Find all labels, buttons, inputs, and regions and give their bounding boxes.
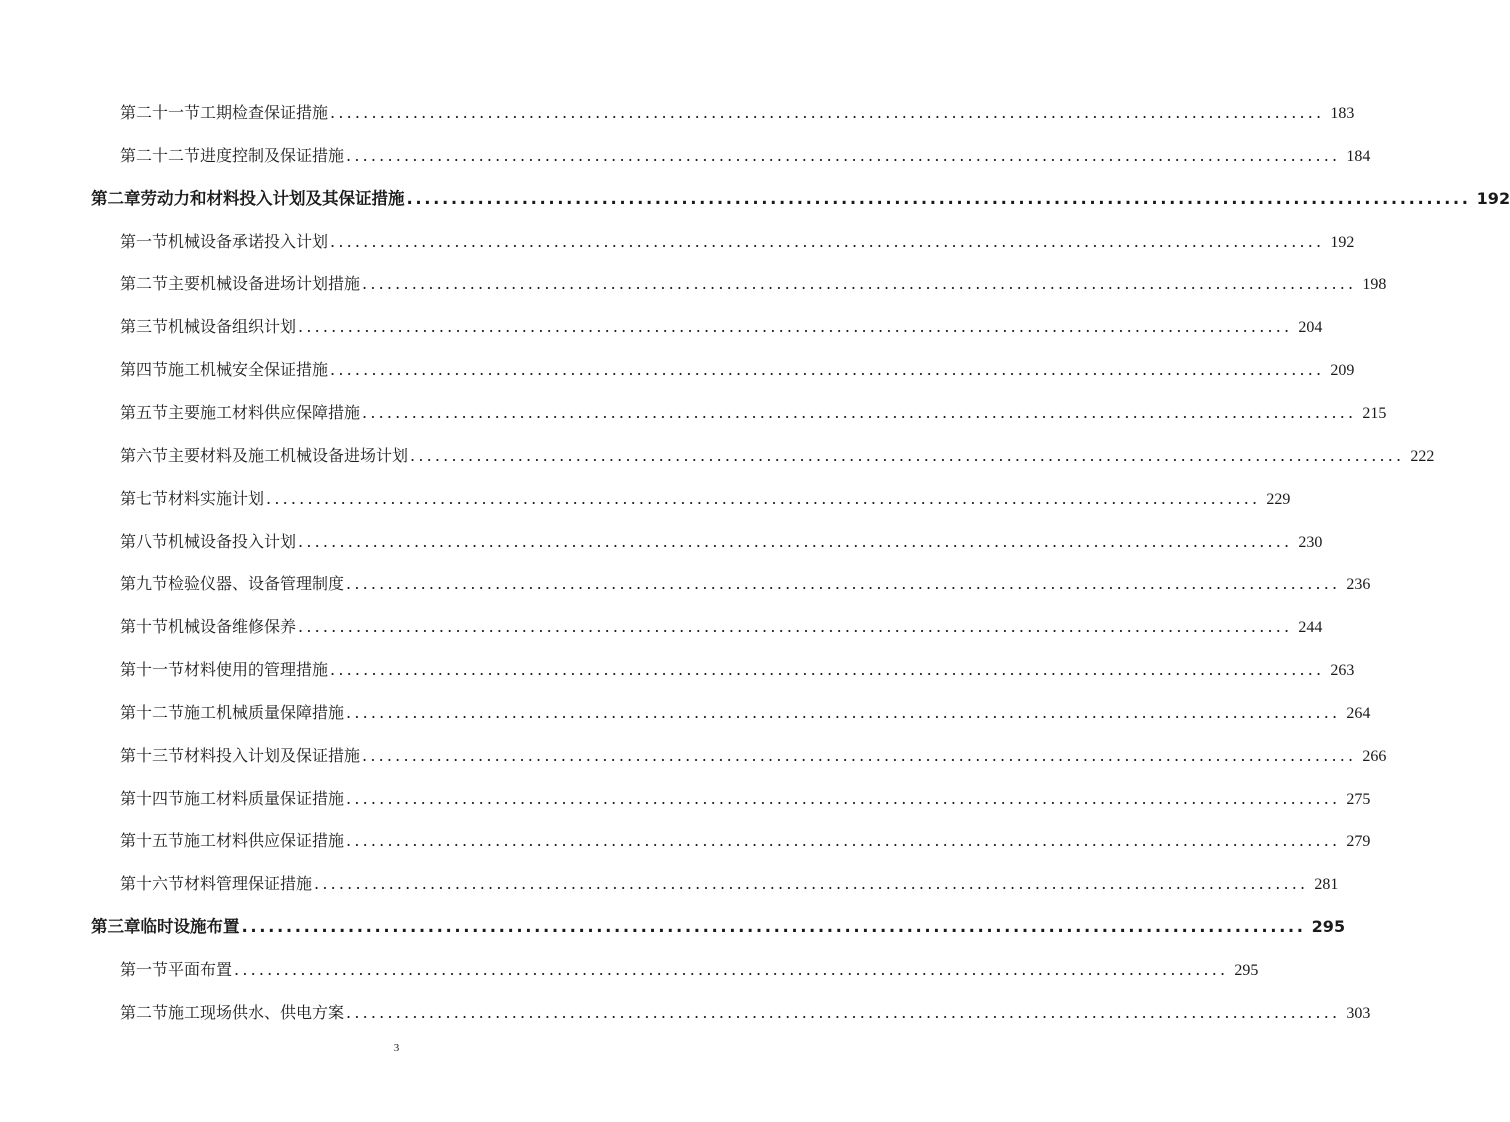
- toc-section-entry[interactable]: [120, 144, 1371, 168]
- toc-entry-title: 施工材料供应保证措施: [184, 831, 345, 851]
- toc-entry-title: 施工机械安全保证措施: [168, 360, 329, 380]
- toc-entry-title: 材料投入计划及保证措施: [184, 745, 361, 765]
- toc-entry-number: 第二十二节: [120, 145, 201, 165]
- toc-entry-number: 第九节: [120, 574, 169, 594]
- toc-entry-page-number: 192: [1330, 233, 1355, 251]
- toc-section-entry[interactable]: [120, 615, 1323, 639]
- toc-entry-number: 第五节: [120, 402, 169, 422]
- toc-section-entry[interactable]: [120, 658, 1355, 682]
- toc-section-entry[interactable]: [120, 829, 1371, 853]
- toc-entry-number: 第二节: [120, 274, 169, 294]
- toc-entry-number: 第十三节: [120, 745, 185, 765]
- toc-dot-leader: ........................................................................................................................: [346, 574, 1341, 594]
- toc-section-entry[interactable]: [120, 530, 1323, 554]
- toc-section-entry[interactable]: [120, 701, 1371, 725]
- toc-entry-number: 第二章: [91, 188, 141, 208]
- toc-entry-page-number: 275: [1346, 790, 1371, 808]
- toc-dot-leader: ........................................................................................................................: [346, 702, 1341, 722]
- toc-entry-title: 平面布置: [168, 960, 233, 979]
- toc-entry-page-number: 236: [1346, 576, 1371, 594]
- toc-entry-number: 第六节: [120, 445, 169, 465]
- toc-section-entry[interactable]: [120, 101, 1355, 125]
- toc-entry-number: 第三节: [120, 317, 169, 337]
- toc-entry-title: 进度控制及保证措施: [200, 145, 345, 165]
- toc-entry-title: 临时设施布置: [140, 917, 240, 937]
- toc-entry-number: 第十节: [120, 617, 169, 637]
- toc-dot-leader: ........................................................................................................................: [406, 188, 1471, 208]
- toc-entry-title: 检验仪器、设备管理制度: [168, 574, 345, 594]
- toc-section-entry[interactable]: [120, 1001, 1371, 1025]
- toc-dot-leader: ........................................................................................................................: [362, 745, 1357, 765]
- toc-entry-page-number: 295: [1234, 962, 1259, 979]
- toc-entry-page-number: 264: [1346, 704, 1371, 722]
- toc-dot-leader: ........................................................................................................................: [266, 488, 1261, 508]
- toc-entry-title: 主要材料及施工机械设备进场计划: [168, 445, 409, 465]
- toc-entry-number: 第十四节: [120, 788, 185, 808]
- toc-dot-leader: ........................................................................................................................: [241, 917, 1306, 937]
- toc-section-entry[interactable]: [120, 315, 1323, 339]
- toc-entry-number: 第七节: [120, 488, 169, 508]
- toc-section-entry[interactable]: [120, 401, 1387, 425]
- toc-dot-leader: ........................................................................................................................: [314, 874, 1309, 894]
- toc-entry-number: 第八节: [120, 531, 169, 551]
- toc-dot-leader: ........................................................................................................................: [298, 317, 1293, 337]
- toc-dot-leader: ........................................................................................................................: [298, 531, 1293, 551]
- toc-dot-leader: ........................................................................................................................: [346, 145, 1341, 165]
- toc-dot-leader: ........................................................................................................................: [330, 231, 1325, 251]
- toc-entry-title: 机械设备维修保养: [168, 617, 297, 637]
- toc-entry-title: 主要施工材料供应保障措施: [168, 402, 361, 422]
- toc-dot-leader: ........................................................................................................................: [362, 274, 1357, 294]
- toc-entry-number: 第十六节: [120, 874, 185, 894]
- toc-dot-leader: ........................................................................................................................: [362, 402, 1357, 422]
- toc-entry-title: 机械设备投入计划: [168, 531, 297, 551]
- toc-entry-number: 第四节: [120, 360, 169, 380]
- toc-entry-title: 劳动力和材料投入计划及其保证措施: [140, 188, 405, 208]
- toc-section-entry[interactable]: [120, 358, 1355, 382]
- toc-entry-page-number: 229: [1266, 490, 1291, 508]
- toc-entry-number: 第一节: [120, 960, 169, 979]
- toc-section-entry[interactable]: [120, 787, 1371, 811]
- toc-entry-title: 材料管理保证措施: [184, 874, 313, 894]
- toc-dot-leader: ........................................................................................................................: [346, 831, 1341, 851]
- toc-dot-leader: ........................................................................................................................: [234, 960, 1229, 979]
- toc-entry-number: 第三章: [91, 917, 141, 937]
- toc-dot-leader: ........................................................................................................................: [298, 617, 1293, 637]
- toc-entry-number: 第一节: [120, 231, 169, 251]
- toc-section-entry[interactable]: [120, 487, 1291, 511]
- toc-entry-page-number: 192: [1476, 188, 1510, 208]
- toc-section-entry[interactable]: [120, 872, 1339, 896]
- toc-entry-title: 施工材料质量保证措施: [184, 788, 345, 808]
- toc-entry-page-number: 303: [1346, 1004, 1371, 1022]
- toc-entry-title: 施工现场供水、供电方案: [168, 1002, 345, 1022]
- toc-dot-leader: ........................................................................................................................: [330, 660, 1325, 680]
- toc-entry-title: 施工机械质量保障措施: [184, 702, 345, 722]
- toc-dot-leader: ........................................................................................................................: [330, 360, 1325, 380]
- toc-dot-leader: ........................................................................................................................: [346, 788, 1341, 808]
- toc-entry-page-number: 222: [1410, 447, 1435, 465]
- toc-dot-leader: ........................................................................................................................: [410, 445, 1405, 465]
- toc-entry-page-number: 295: [1311, 917, 1346, 937]
- toc-entry-page-number: 244: [1298, 619, 1323, 637]
- toc-section-entry[interactable]: [120, 744, 1387, 768]
- toc-section-entry[interactable]: [120, 272, 1387, 296]
- toc-entry-number: 第二节: [120, 1002, 169, 1022]
- toc-section-entry[interactable]: [120, 230, 1355, 254]
- toc-entry-page-number: 266: [1362, 747, 1387, 765]
- toc-chapter-entry[interactable]: [91, 187, 1510, 211]
- toc-entry-page-number: 184: [1346, 147, 1371, 165]
- toc-entry-title: 材料实施计划: [168, 488, 265, 508]
- toc-dot-leader: ........................................................................................................................: [346, 1002, 1341, 1022]
- toc-entry-title: 机械设备承诺投入计划: [168, 231, 329, 251]
- toc-entry-title: 材料使用的管理措施: [184, 660, 329, 680]
- toc-entry-number: 第二十一节: [120, 103, 201, 122]
- toc-dot-leader: ........................................................................................................................: [330, 103, 1325, 122]
- toc-section-entry[interactable]: [120, 958, 1259, 982]
- toc-entry-title: 主要机械设备进场计划措施: [168, 274, 361, 294]
- toc-entry-page-number: 198: [1362, 276, 1387, 294]
- page-number: 3: [393, 1042, 400, 1054]
- toc-entry-page-number: 215: [1362, 404, 1387, 422]
- toc-entry-title: 机械设备组织计划: [168, 317, 297, 337]
- toc-section-entry[interactable]: [120, 444, 1435, 468]
- toc-entry-page-number: 279: [1346, 833, 1371, 851]
- toc-entry-number: 第十二节: [120, 702, 185, 722]
- toc-section-entry[interactable]: [120, 572, 1371, 596]
- toc-chapter-entry[interactable]: [91, 915, 1346, 939]
- toc-entry-page-number: 204: [1298, 319, 1323, 337]
- toc-entry-page-number: 281: [1314, 876, 1339, 894]
- toc-entry-page-number: 183: [1330, 105, 1355, 122]
- toc-entry-page-number: 263: [1330, 662, 1355, 680]
- toc-entry-page-number: 230: [1298, 533, 1323, 551]
- toc-entry-number: 第十一节: [120, 660, 185, 680]
- toc-entry-number: 第十五节: [120, 831, 185, 851]
- toc-entry-page-number: 209: [1330, 362, 1355, 380]
- toc-entry-title: 工期检查保证措施: [200, 103, 329, 122]
